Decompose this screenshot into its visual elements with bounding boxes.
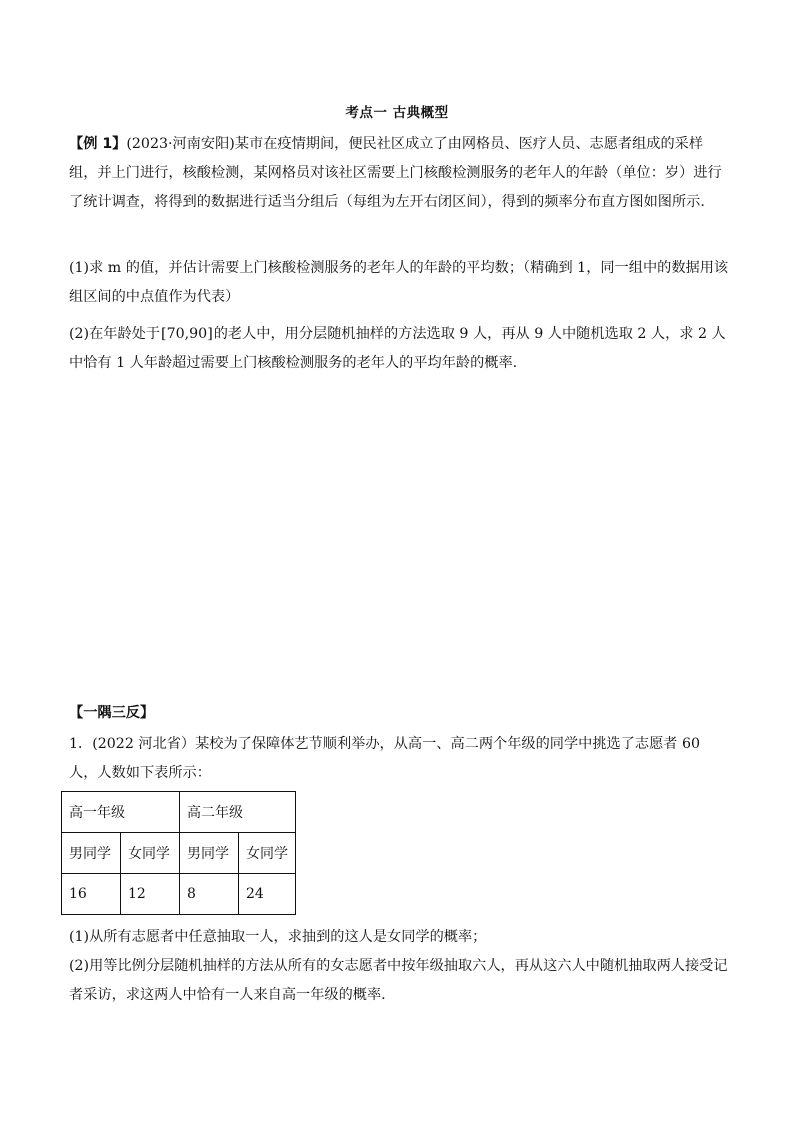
q2-prefix: (2)在年龄处于: [69, 326, 161, 342]
q2-suffix: 的老人中，用分层随机抽样的方法选取 9 人，再从 9 人中随机选取 2 人，求 2 人中恰有 1 人年龄超过需要上门核酸检测服务的老年人的平均年龄的概率.: [69, 326, 726, 371]
table-row: [62, 874, 296, 915]
sub-header-cell: 男同学: [180, 833, 239, 874]
example-1-statement: [69, 130, 729, 217]
sub-header-cell: 男同学: [62, 833, 121, 874]
example-label: 【例 1】: [69, 136, 127, 152]
example-source: (2023·河南安阳): [126, 136, 235, 152]
grade-header-2: 高二年级: [180, 792, 296, 833]
value-cell: 8: [180, 874, 239, 915]
table-row: [62, 792, 296, 833]
sub-header-cell: 女同学: [121, 833, 180, 874]
practice-item-1: 1．(2022 河北省）某校为了保障体艺节顺利举办，从高一、高二两个年级的同学中挑选了志愿者 60 人，人数如下表所示：: [69, 736, 701, 781]
volunteer-table: [61, 791, 296, 915]
example-question-1: (1)求 m 的值，并估计需要上门核酸检测服务的老年人的年龄的平均数；（精确到 1，同一组中的数据用该组区间的中点值作为代表）: [69, 260, 729, 305]
practice-label: 【一隅三反】: [69, 705, 155, 721]
value-cell: 24: [239, 874, 296, 915]
value-cell: 12: [121, 874, 180, 915]
table-row: [62, 833, 296, 874]
practice-question-1: (1)从所有志愿者中任意抽取一人，求抽到的这人是女同学的概率；: [69, 929, 487, 945]
grade-header-1: 高一年级: [62, 792, 180, 833]
practice-question-2: (2)用等比例分层随机抽样的方法从所有的女志愿者中按年级抽取六人，再从这六人中随机抽取两人接受记者采访，求这两人中恰有一人来自高一年级的概率.: [69, 958, 728, 1003]
section-title: 考点一 古典概型: [345, 105, 449, 121]
example-text: 某市在疫情期间，便民社区成立了由网格员、医疗人员、志愿者组成的采样组，并上门进行，核酸检测，某网格员对该社区需要上门核酸检测服务的老年人的年龄（单位：岁）进行了统计调查，将得到的数据进行适当分组后（每组为左开右闭区间），得到的频率分布直方图如图所示.: [69, 136, 722, 210]
example-question-2: [69, 320, 729, 378]
sub-header-cell: 女同学: [239, 833, 296, 874]
q2-interval: [70,90]: [161, 326, 213, 342]
value-cell: 16: [62, 874, 121, 915]
